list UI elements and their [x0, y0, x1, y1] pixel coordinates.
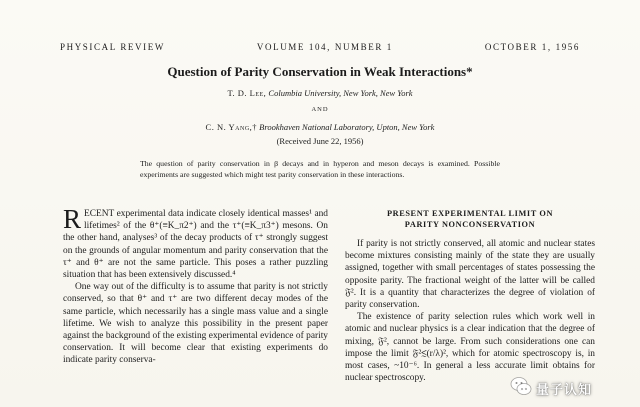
author-affiliation: Brookhaven National Laboratory, Upton, New York — [259, 122, 435, 132]
volume-number: VOLUME 104, NUMBER 1 — [256, 42, 393, 52]
intro-paragraph — [63, 204, 328, 281]
abstract: The question of parity conservation in β decays and in hyperon and meson decays is examined. Possible experiments are suggested which might test parity conservation in these interactions. — [140, 159, 500, 179]
author-yang — [0, 122, 640, 132]
section-heading-line-2: PARITY NONCONSERVATION — [404, 220, 536, 229]
author-affiliation: Columbia University, New York, New York — [268, 88, 413, 98]
left-column — [63, 204, 328, 367]
right-column — [345, 208, 595, 384]
section-paragraph-2: The existence of parity selection rules which work well in atomic and nuclear physics is a clear indication that the degree of mixing, 𝔉², cannot be large. From such considerations one can impose the limit 𝔉²≲(r/λ)², which for atomic spectroscopy is, in most cases, ~10⁻⁶. In general a less accurate limit obtains for nuclear spectroscopy. — [345, 312, 595, 384]
second-paragraph: One way out of the difficulty is to assume that parity is not strictly conserved, so that θ⁺ and τ⁺ are two different decay modes of the same particle, which necessarily has a single mass value and a single lifetime. We wish to analyze this possibility in the present paper against the background of the existing experimental evidence of parity conservation. It will become clear that existing experiments do indicate parity conserva- — [63, 282, 328, 366]
wechat-logo-icon — [510, 375, 532, 397]
received-date: (Received June 22, 1956) — [276, 136, 364, 146]
watermark-text: 量子认知 — [536, 383, 593, 398]
and-separator: AND — [311, 106, 329, 113]
section-paragraph-1: If parity is not strictly conserved, all atomic and nuclear states become mixtures consisting mainly of the state they are usually assigned, together with small percentages of states possessing the opposite parity. The fractional weight of the latter will be called 𝔉². It is a quantity that characterizes the degree of violation of parity conservation. — [345, 239, 595, 311]
section-heading-line-1: PRESENT EXPERIMENTAL LIMIT ON — [386, 209, 554, 218]
watermark — [510, 373, 630, 401]
journal-name: PHYSICAL REVIEW — [60, 42, 165, 52]
publication-date: OCTOBER 1, 1956 — [484, 42, 580, 52]
drop-cap: R — [63, 204, 82, 234]
section-heading — [345, 208, 595, 230]
author-name: T. D. Lee, — [227, 88, 267, 98]
journal-header — [60, 40, 580, 54]
author-name: C. N. Yang,† — [205, 122, 258, 132]
paper-title: Question of Parity Conservation in Weak Interactions* — [167, 64, 473, 79]
author-lee — [0, 88, 640, 98]
intro-text: ECENT experimental data indicate closely identical masses¹ and lifetimes² of the θ⁺(≡K_π2⁺) and the τ⁺(≡K_π3⁺) mesons. On the other hand, analyses³ of the decay products of τ⁺ strongly suggest on the grounds of angular momentum and parity conservation that the τ⁺ and θ⁺ are not the same particle. This poses a rather puzzling situation that has been extensively discussed.⁴ — [63, 209, 328, 281]
